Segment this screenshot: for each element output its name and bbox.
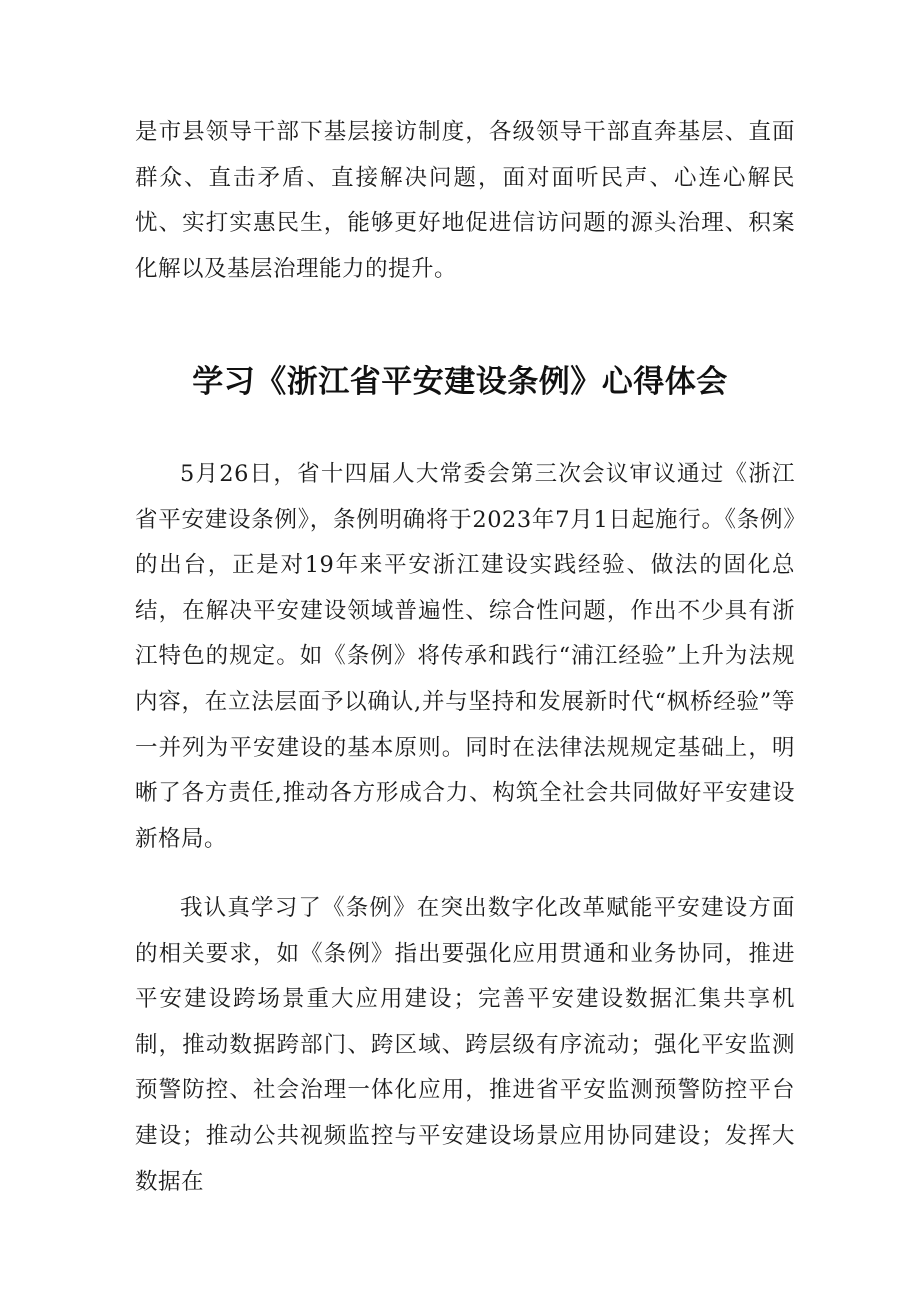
intro-paragraph: 是市县领导干部下基层接访制度，各级领导干部直奔基层、直面群众、直击矛盾、直接解决问题，面对面听民声、心连心解民忧、实打实惠民生，能够更好地促进信访问题的源头治理、积案化解以及基层治理能力的提升。 — [135, 119, 795, 282]
body-text-block-2 — [135, 886, 795, 1205]
intro-text-block — [135, 110, 795, 292]
body-paragraph-2: 我认真学习了《条例》在突出数字化改革赋能平安建设方面的相关要求，如《条例》指出要强化应用贯通和业务协同，推进平安建设跨场景重大应用建设；完善平安建设数据汇集共享机制，推动数据跨部门、跨区域、跨层级有序流动；强化平安监测预警防控、社会治理一体化应用，推进省平安监测预警防控平台建设；推动公共视频监控与平安建设场景应用协同建设；发挥大数据在 — [135, 895, 795, 1195]
article-title: 学习《浙江省平安建设条例》心得体会 — [192, 364, 728, 400]
body-text-block-1 — [135, 452, 795, 862]
body-paragraph-1: 5月26日，省十四届人大常委会第三次会议审议通过《浙江省平安建设条例》，条例明确将于2023年7月1日起施行。《条例》的出台，正是对19年来平安浙江建设实践经验、做法的固化总结，在解决平安建设领域普遍性、综合性问题，作出不少具有浙江特色的规定。如《条例》将传承和践行“浦江经验”上升为法规内容，在立法层面予以确认,并与坚持和发展新时代“枫桥经验”等一并列为平安建设的基本原则。同时在法律法规规定基础上，明晰了各方责任,推动各方形成合力、构筑全社会共同做好平安建设新格局。 — [135, 461, 795, 852]
